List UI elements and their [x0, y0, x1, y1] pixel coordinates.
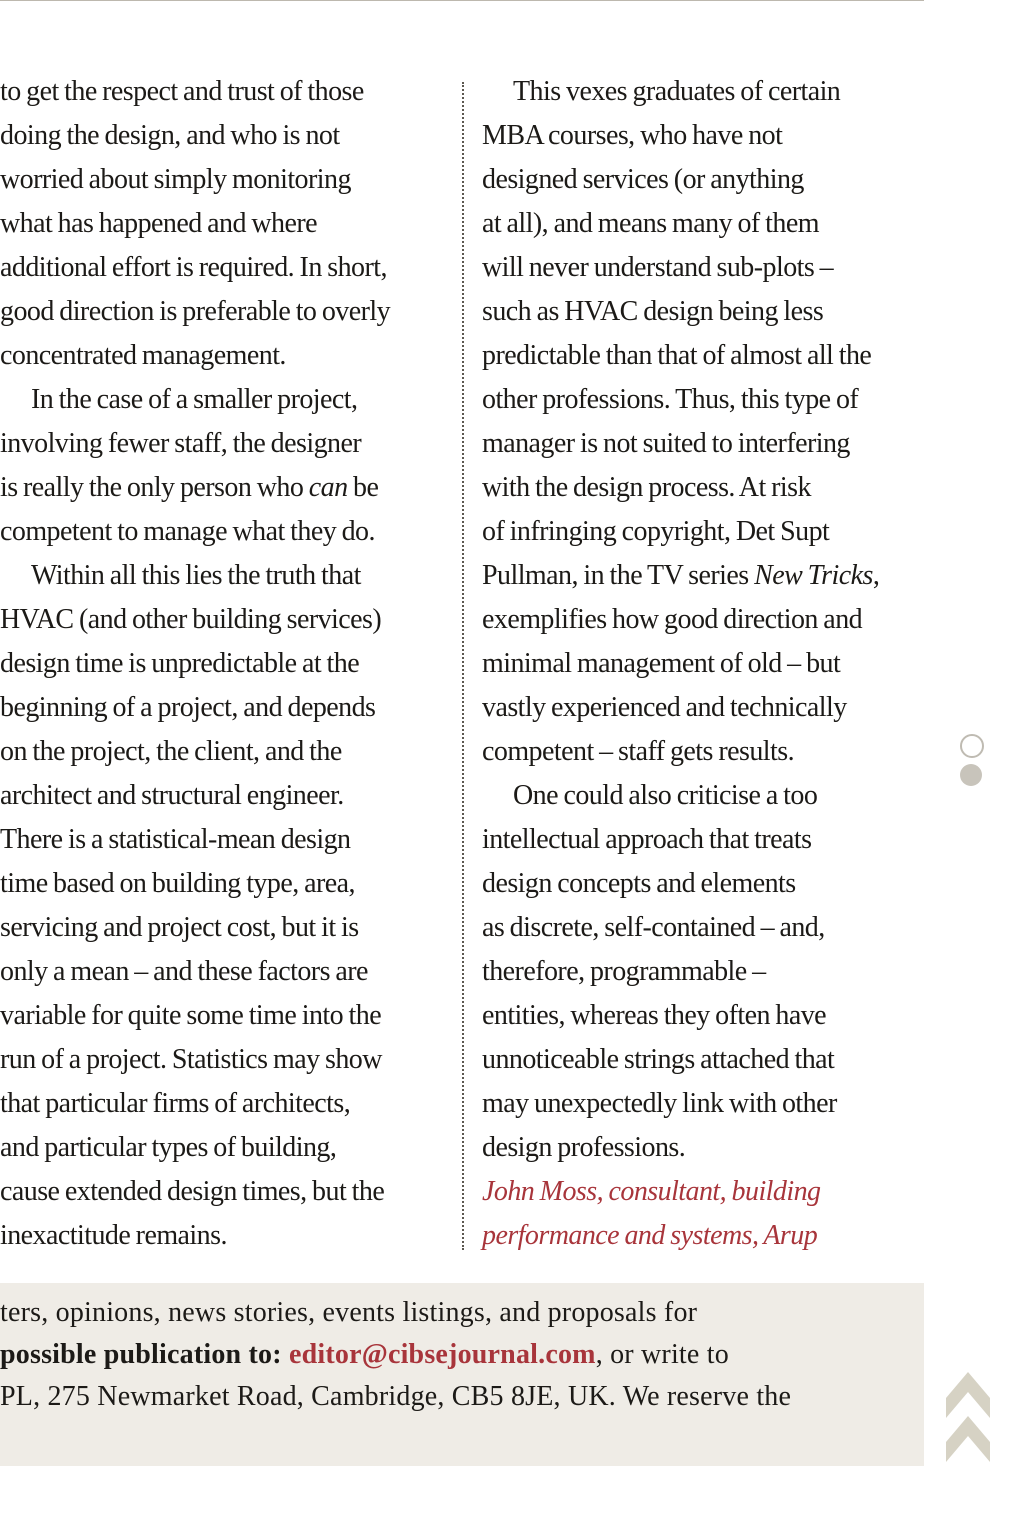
- text-line: vastly experienced and technically: [482, 692, 847, 723]
- text-line: [0, 466, 442, 510]
- text-line: minimal management of old – but: [482, 648, 841, 679]
- text-line: servicing and project cost, but it is: [0, 912, 359, 943]
- text-line: exemplifies how good direction and: [482, 604, 863, 635]
- contact-colon: :: [272, 1339, 289, 1370]
- text-line: only a mean – and these factors are: [0, 956, 368, 987]
- top-rule: [0, 0, 924, 1]
- contact-line: ters, opinions, news stories, events listings, and proposals for: [0, 1297, 698, 1328]
- text-line: inexactitude remains.: [0, 1220, 227, 1251]
- text-line: other professions. Thus, this type of: [482, 384, 859, 415]
- text-line: that particular firms of architects,: [0, 1088, 351, 1119]
- text-line: additional effort is required. In short,: [0, 252, 387, 283]
- text-line: on the project, the client, and the: [0, 736, 342, 767]
- page-dot-filled-icon[interactable]: [960, 764, 982, 786]
- text-run: be: [347, 472, 379, 503]
- text-line: doing the design, and who is not: [0, 120, 340, 151]
- text-line: design concepts and elements: [482, 868, 796, 899]
- page-indicator-dots: [960, 734, 986, 792]
- column-divider: [462, 82, 464, 1250]
- chevrons-up-icon[interactable]: [946, 1370, 990, 1466]
- paragraph-start-line: This vexes graduates of certain: [513, 76, 841, 107]
- text-line: time based on building type, area,: [0, 868, 355, 899]
- text-line: and particular types of building,: [0, 1132, 337, 1163]
- contact-line: PL, 275 Newmarket Road, Cambridge, CB5 8JE, UK. We reserve the: [0, 1381, 792, 1412]
- author-byline: [482, 1170, 924, 1258]
- contact-text: , or write to: [595, 1339, 729, 1370]
- text-line: what has happened and where: [0, 208, 318, 239]
- text-line: predictable than that of almost all the: [482, 340, 872, 371]
- text-line: run of a project. Statistics may show: [0, 1044, 382, 1075]
- paragraph-start-line: One could also criticise a too: [513, 780, 818, 811]
- article-column-left: [0, 70, 442, 1258]
- text-line: to get the respect and trust of those: [0, 76, 364, 107]
- text-line: entities, whereas they often have: [482, 1000, 827, 1031]
- text-line: concentrated management.: [0, 340, 286, 371]
- text-line: will never understand sub-plots –: [482, 252, 834, 283]
- text-line: architect and structural engineer.: [0, 780, 344, 811]
- text-line: at all), and means many of them: [482, 208, 819, 239]
- byline-line: John Moss, consultant, building: [482, 1176, 821, 1207]
- text-line: manager is not suited to interfering: [482, 428, 850, 459]
- text-line: involving fewer staff, the designer: [0, 428, 362, 459]
- text-line: HVAC (and other building services): [0, 604, 382, 635]
- byline-line: performance and systems, Arup: [482, 1220, 818, 1251]
- page-dot-outline-icon[interactable]: [960, 734, 984, 758]
- text-line: as discrete, self-contained – and,: [482, 912, 825, 943]
- text-line: worried about simply monitoring: [0, 164, 351, 195]
- text-line: intellectual approach that treats: [482, 824, 812, 855]
- text-line: design professions.: [482, 1132, 686, 1163]
- text-line: cause extended design times, but the: [0, 1176, 385, 1207]
- paragraph-start-line: Within all this lies the truth that: [31, 560, 361, 591]
- text-line: competent to manage what they do.: [0, 516, 375, 547]
- text-line: may unexpectedly link with other: [482, 1088, 837, 1119]
- text-line: designed services (or anything: [482, 164, 804, 195]
- text-run: is really the only person who: [0, 472, 309, 503]
- text-run: ,: [872, 560, 880, 591]
- text-line: good direction is preferable to overly: [0, 296, 391, 327]
- contact-bold-text: possible publication to: [0, 1339, 273, 1370]
- emphasis-new-tricks: New Tricks: [754, 560, 873, 591]
- paragraph-start-line: In the case of a smaller project,: [31, 384, 358, 415]
- text-line: design time is unpredictable at the: [0, 648, 360, 679]
- text-line: There is a statistical-mean design: [0, 824, 351, 855]
- text-line: of infringing copyright, Det Supt: [482, 516, 830, 547]
- text-line: with the design process. At risk: [482, 472, 811, 503]
- text-line: variable for quite some time into the: [0, 1000, 382, 1031]
- text-line: such as HVAC design being less: [482, 296, 824, 327]
- text-line: [482, 554, 924, 598]
- editor-email-link[interactable]: editor@cibsejournal.com: [288, 1339, 596, 1370]
- contact-line: [0, 1334, 729, 1376]
- text-line: beginning of a project, and depends: [0, 692, 376, 723]
- text-line: therefore, programmable –: [482, 956, 766, 987]
- text-line: unnoticeable strings attached that: [482, 1044, 835, 1075]
- contact-info-box: [0, 1283, 924, 1466]
- text-run: Pullman, in the TV series: [482, 560, 755, 591]
- text-line: MBA courses, who have not: [482, 120, 783, 151]
- text-line: competent – staff gets results.: [482, 736, 795, 767]
- article-column-right: [482, 70, 924, 1258]
- emphasis-can: can: [308, 472, 348, 503]
